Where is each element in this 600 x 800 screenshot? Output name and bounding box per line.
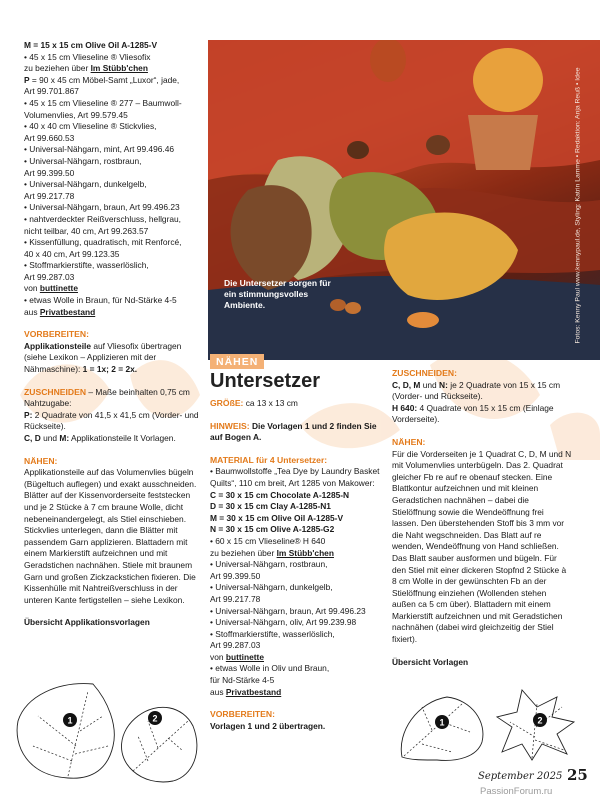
material-line: Art 99.217.78 — [210, 593, 261, 604]
paragraph: Für die Vorderseiten je 1 Quadrat C, D, M und N mit Volumenvlies unterbügeln. Das 2. Quadrat gleicher Fb re auf re obenauf stecken. Eine Blattkontur aufzeichnen und mit kleinen Geradstichen nachnähen – dabei die Stielöffnung sowie die Wendeöffnung frei lassen. Den überstehenden Stoff bis 3 mm vor die Naht wegschneiden. Das Blatt auf re wenden, Wendeöffnung von Hand schließen. Das Blatt sauber ausformen und bügeln. Für den Stiel mit einer dickeren Stopfnd 2 Stücke à 8 cm Wolle in der gewünschten Fb an der Stielöffnung einziehen (Wollenden stehen außen ca 5 cm über). Blattadern mit einem Markierstift aufzeichnen und mit Geradstichen nachnähen (dabei wird gleichzeitig der Stiel fixiert). — [392, 448, 572, 645]
material-line: Art 99.701.867 — [24, 86, 79, 97]
leaf-number-2-label: 2 — [152, 713, 158, 724]
material-line: Art 99.660.53 — [24, 132, 75, 143]
section-heading: VORBEREITEN: — [24, 329, 89, 340]
paragraph: H 640: 4 Quadrate von 15 x 15 cm (Einlage Vorderseite). — [392, 402, 554, 425]
material-line: • etwas Wolle in Braun, für Nd-Stärke 4-5 — [24, 295, 204, 307]
leaf-number-1-label: 1 — [67, 715, 73, 726]
material-line: Volumenvlies, Art 99.579.45 — [24, 109, 128, 120]
material-line: nicht teilbar, 40 cm, Art 99.263.57 — [24, 225, 149, 236]
material-line: von buttinette — [24, 283, 78, 294]
paragraph: C, D und M: Applikationsteile lt Vorlagen. — [24, 433, 176, 443]
overview-heading: Übersicht Applikationsvorlagen — [24, 617, 150, 628]
section-tag: NÄHEN — [210, 354, 264, 369]
material-line: M = 15 x 15 cm Olive Oil A-1285-V — [24, 40, 158, 50]
material-line: D = 30 x 15 cm Clay A-1285-N1 — [210, 501, 331, 512]
watermark: PassionForum.ru — [480, 786, 553, 797]
material-line: • Stoffmarkierstifte, wasserlöslich, — [210, 629, 382, 641]
overview-heading: Übersicht Vorlagen — [392, 656, 469, 667]
section-heading: MATERIAL für 4 Untersetzer: — [210, 454, 328, 465]
material-line: • Baumwollstoffe „Tea Dye by Laundry Basket Quilts“, 110 cm breit, Art 1285 von Makower: — [210, 466, 382, 489]
paragraph: Vorlagen 1 und 2 übertragen. — [210, 720, 326, 731]
photo-caption: Die Untersetzer sorgen für ein stimmungsvolles Ambiente. — [224, 278, 331, 310]
material-line: • nahtverdeckter Reißverschluss, hellgrau, — [24, 214, 204, 226]
material-line: • 60 x 15 cm Vlieseline® H 640 — [210, 536, 382, 548]
paragraph: C, D, M und N: je 2 Quadrate von 15 x 15 cm (Vorder- und Rückseite). — [392, 379, 561, 402]
material-line: • Universal-Nähgarn, mint, Art 99.496.46 — [24, 144, 204, 156]
middle-column — [210, 398, 382, 732]
paragraph: ZUSCHNEIDEN – Maße beinhalten 0,75 cm Nahtzugabe: — [24, 386, 190, 409]
material-line: zu beziehen über Im Stübb'chen — [210, 547, 334, 558]
shop-link[interactable]: Im Stübb'chen — [276, 547, 334, 558]
shop-link[interactable]: buttinette — [39, 283, 78, 294]
photo-credits: Fotos: Kenny Paul www.kennypaul.de, Styling: Katrin Lamme • Redaktion: Anja Reuß • Idee — [574, 67, 582, 344]
material-line: • Universal-Nähgarn, braun, Art 99.496.23 — [210, 606, 382, 618]
leaf-number-1-label: 1 — [439, 717, 445, 728]
material-line: P = 90 x 45 cm Möbel-Samt „Luxor“, jade, — [24, 74, 180, 85]
material-line: 40 x 40 cm, Art 99.123.35 — [24, 248, 120, 259]
material-line: von buttinette — [210, 651, 264, 662]
shop-link[interactable]: Privatbestand — [39, 306, 96, 317]
material-line: aus Privatbestand — [210, 686, 282, 697]
material-line: Art 99.287.03 — [210, 640, 261, 651]
material-line: • Stoffmarkierstifte, wasserlöslich, — [24, 260, 204, 272]
material-line: aus Privatbestand — [24, 306, 96, 317]
leaf-number-2-label: 2 — [537, 715, 543, 726]
material-line: Art 99.217.78 — [24, 190, 75, 201]
paragraph: HINWEIS: Die Vorlagen 1 und 2 finden Sie auf Bogen A. — [210, 420, 377, 443]
photo-illustration — [208, 40, 600, 360]
issue-label: September 2025 — [478, 771, 563, 782]
material-line: Art 99.399.50 — [24, 167, 75, 178]
material-line: C = 30 x 15 cm Chocolate A-1285-N — [210, 489, 350, 500]
section-heading: NÄHEN: — [392, 436, 426, 447]
section-heading: NÄHEN: — [24, 455, 58, 466]
material-line: • Universal-Nähgarn, rostbraun, — [24, 156, 204, 168]
material-line: • Universal-Nähgarn, dunkelgelb, — [24, 179, 204, 191]
material-line: für Nd-Stärke 4-5 — [210, 675, 275, 686]
material-line: N = 30 x 15 cm Olive A-1285-G2 — [210, 524, 335, 535]
page-number: 25 — [567, 766, 588, 784]
leaf-templates-right — [392, 682, 582, 762]
material-line: • 40 x 40 cm Vlieseline ® Stickvlies, — [24, 121, 204, 133]
page-title: Untersetzer — [210, 370, 321, 392]
material-line: • Universal-Nähgarn, braun, Art 99.496.23 — [24, 202, 204, 214]
material-line: • etwas Wolle in Oliv und Braun, — [210, 663, 382, 675]
material-line: Art 99.287.03 — [24, 271, 75, 282]
right-column — [392, 368, 572, 668]
section-heading: VORBEREITEN: — [210, 709, 275, 720]
photo — [208, 40, 600, 360]
material-line: Art 99.399.50 — [210, 570, 261, 581]
shop-link[interactable]: buttinette — [225, 651, 264, 662]
material-line: • Kissenfüllung, quadratisch, mit Renforcé, — [24, 237, 204, 249]
leaf-outline-1 — [17, 684, 114, 779]
material-line: M = 30 x 15 cm Olive Oil A-1285-V — [210, 512, 344, 523]
paragraph: Applikationsteile auf das Volumenvlies bügeln (Bügeltuch auflegen) und exakt ausschneiden. Blätter auf der Kissenvorderseite feststecken und je 2 Stücke à 7 cm braune Wolle, dicht nebeneinandergelegt, als Stiel einschieben. Stickvlies unterlegen, dann die Blätter mit passendem Garn applizieren. Blattadern mit einem Markierstift aufzeichnen und mit Geradstichen nachnähen. Stiele mit braunem Garn und großen Zickzackstichen fixieren. Die Kissenhülle mit Nahtreißverschluss in der unteren Kante fertigstellen – siehe Lexikon. — [24, 467, 197, 605]
paragraph: P: 2 Quadrate von 41,5 x 41,5 cm (Vorder- und Rückseite). — [24, 409, 199, 432]
shop-link[interactable]: Privatbestand — [225, 686, 282, 697]
paragraph: Applikationsteile auf Vliesofix übertragen (siehe Lexikon – Applizieren mit der Nähmaschine): 1 = 1x; 2 = 2x. — [24, 340, 182, 375]
material-line: • 45 x 15 cm Vlieseline ® 277 – Baumwoll- — [24, 98, 204, 110]
material-line: • 45 x 15 cm Vlieseline ® Vliesofix — [24, 52, 204, 64]
left-column — [24, 40, 204, 629]
section-heading: ZUSCHNEIDEN: — [392, 368, 457, 378]
material-line: • Universal-Nähgarn, rostbraun, — [210, 559, 382, 571]
paragraph: GRÖßE: ca 13 x 13 cm — [210, 398, 298, 408]
material-line: • Universal-Nähgarn, dunkelgelb, — [210, 582, 382, 594]
material-line: • Universal-Nähgarn, oliv, Art 99.239.98 — [210, 617, 382, 629]
shop-link[interactable]: Im Stübb'chen — [90, 63, 148, 74]
material-line: zu beziehen über Im Stübb'chen — [24, 63, 148, 74]
leaf-templates-left — [8, 676, 208, 786]
